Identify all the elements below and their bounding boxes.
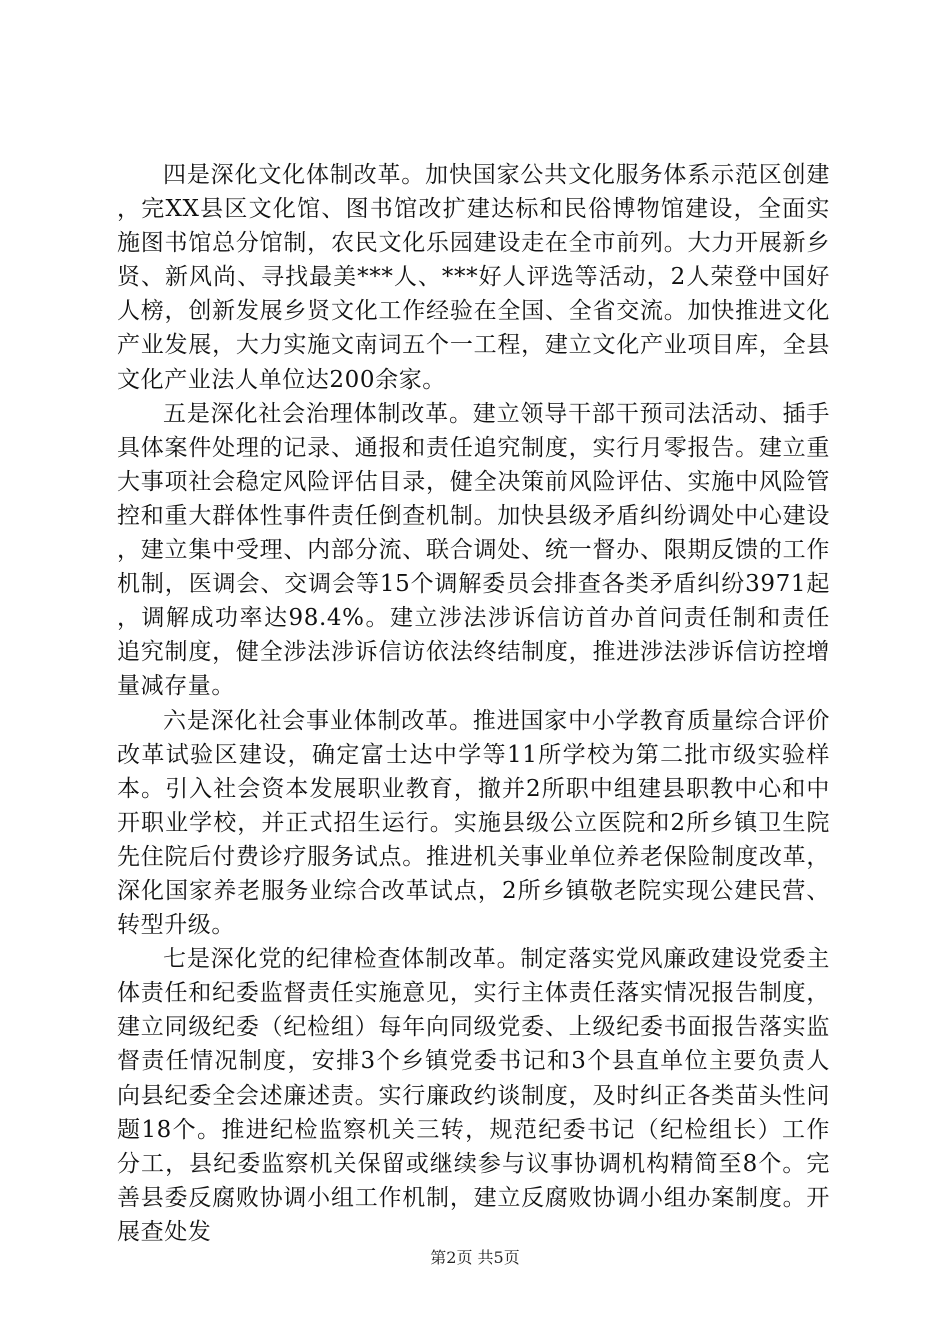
page-number-footer: 第2页 共5页 xyxy=(430,1248,520,1267)
paragraph-culture-reform: 四是深化文化体制改革。加快国家公共文化服务体系示范区创建，完XX县区文化馆、图书馆改扩建达标和民俗博物馆建设，全面实施图书馆总分馆制，农民文化乐园建设走在全市前列。大力开展新乡贤、新风尚、寻找最美***人、***好人评选等活动，2人荣登中国好人榜，创新发展乡贤文化工作经验在全国、全省交流。加快推进文化产业发展，大力实施文南词五个一工程，建立文化产业项目库，全县文化产业法人单位达200余家。 xyxy=(117,162,830,393)
paragraph-discipline-inspection-reform: 七是深化党的纪律检查体制改革。制定落实党风廉政建设党委主体责任和纪委监督责任实施意见，实行主体责任落实情况报告制度，建立同级纪委（纪检组）每年向同级党委、上级纪委书面报告落实监督责任情况制度，安排3个乡镇党委书记和3个县直单位主要负责人向县纪委全会述廉述责。实行廉政约谈制度，及时纠正各类苗头性问题18个。推进纪检监察机关三转，规范纪委书记（纪检组长）工作分工，县纪委监察机关保留或继续参与议事协调机构精简至8个。完善县委反腐败协调小组工作机制，建立反腐败协调小组办案制度。开展查处发 xyxy=(117,946,830,1245)
paragraph-social-affairs-reform: 六是深化社会事业体制改革。推进国家中小学教育质量综合评价改革试验区建设，确定富士达中学等11所学校为第二批市级实验样本。引入社会资本发展职业教育，撤并2所职中组建县职教中心和中开职业学校，并正式招生运行。实施县级公立医院和2所乡镇卫生院先住院后付费诊疗服务试点。推进机关事业单位养老保险制度改革，深化国家养老服务业综合改革试点，2所乡镇敬老院实现公建民营、转型升级。 xyxy=(117,707,830,939)
paragraph-social-governance-reform: 五是深化社会治理体制改革。建立领导干部干预司法活动、插手具体案件处理的记录、通报和责任追究制度，实行月零报告。建立重大事项社会稳定风险评估目录，健全决策前风险评估、实施中风险管控和重大群体性事件责任倒查机制。加快县级矛盾纠纷调处中心建设，建立集中受理、内部分流、联合调处、统一督办、限期反馈的工作机制，医调会、交调会等15个调解委员会排查各类矛盾纠纷3971起，调解成功率达98.4%。建立涉法涉诉信访首办首问责任制和责任追究制度，健全涉法涉诉信访依法终结制度，推进涉法涉诉信访控增量减存量。 xyxy=(117,400,830,700)
document-body xyxy=(117,158,830,1249)
